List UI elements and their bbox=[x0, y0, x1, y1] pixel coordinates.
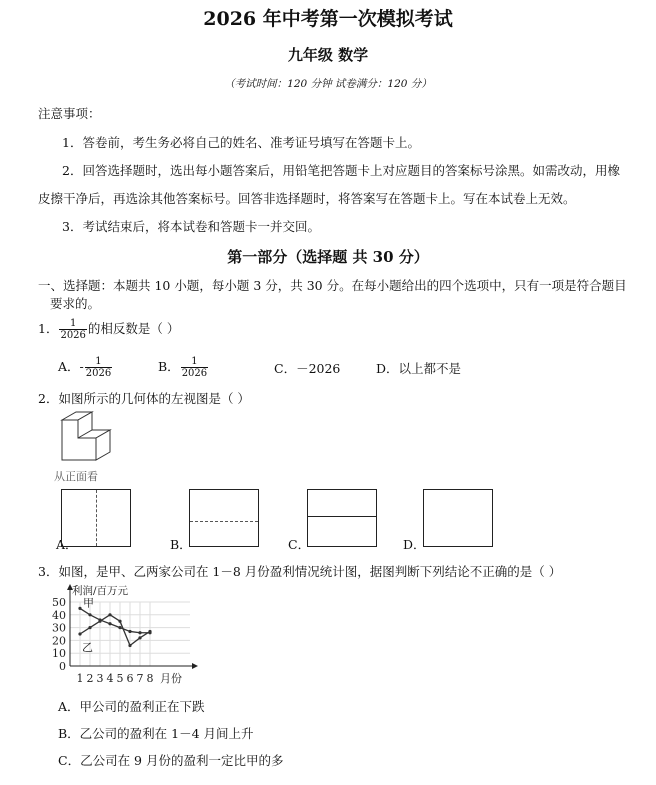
y-tick-label: 10 bbox=[52, 647, 66, 661]
data-point bbox=[98, 620, 101, 623]
solid-figure bbox=[52, 410, 118, 468]
data-point bbox=[138, 636, 141, 639]
x-axis-arrow bbox=[192, 663, 198, 669]
data-point bbox=[78, 607, 81, 610]
note-3: 3．考试结束后，将本试卷和答题卡一并交回。 bbox=[62, 219, 320, 234]
option-a-dashed-line bbox=[96, 490, 97, 546]
question-3-option-b: B．乙公司的盈利在 1－4 月间上升 bbox=[58, 726, 254, 741]
option-b-dashed-line bbox=[190, 521, 258, 522]
y-axis-label: 利润/百万元 bbox=[72, 585, 129, 597]
data-point bbox=[88, 626, 91, 629]
question-1-stem bbox=[38, 318, 179, 341]
question-1-option-a: A．- $\frac{1}{2026}$ bbox=[58, 356, 112, 379]
question-1-option-b: B． $\frac{1}{2026}$ bbox=[158, 356, 208, 379]
notes-heading: 注意事项： bbox=[38, 106, 101, 121]
chart-grid bbox=[70, 602, 190, 666]
note-2a: 2．回答选择题时，选出每小题答案后，用铅笔把答题卡上对应题目的答案标号涂黑。如需改动，用橡 bbox=[62, 163, 620, 178]
question-1-option-d: D．以上都不是 bbox=[376, 361, 462, 376]
option-b-view bbox=[189, 489, 259, 547]
x-tick-label: 1 bbox=[76, 672, 84, 685]
question-3-option-c: C．乙公司在 9 月份的盈利一定比甲的多 bbox=[58, 753, 284, 768]
note-1: 1．答卷前，考生务必将自己的姓名、准考证号填写在答题卡上。 bbox=[62, 135, 420, 150]
x-tick-label: 2 bbox=[86, 672, 94, 685]
series-label-jia: 甲 bbox=[83, 596, 94, 610]
data-point bbox=[118, 620, 121, 623]
y-tick-label: 40 bbox=[52, 608, 66, 622]
option-a-view bbox=[61, 489, 131, 547]
section-intro-a: 一、选择题：本题共 10 小题，每小题 3 分，共 30 分。在每小题给出的四个选项中，只有一项是符合题目 bbox=[38, 278, 627, 293]
y-tick-label: 50 bbox=[52, 596, 66, 609]
series-label-yi: 乙 bbox=[82, 641, 93, 654]
exam-info: （考试时间：120 分钟 试卷满分：120 分） bbox=[224, 78, 432, 90]
question-2-option-a-label: A． bbox=[56, 537, 78, 552]
x-tick-label: 3 bbox=[96, 672, 104, 685]
question-2-option-d-label: D． bbox=[403, 537, 426, 552]
section-title: 第一部分（选择题 共 30 分） bbox=[227, 248, 429, 266]
section-intro-b: 要求的。 bbox=[50, 296, 101, 311]
question-1-tail: 的相反数是（ ） bbox=[87, 321, 180, 336]
data-point bbox=[128, 630, 131, 633]
profit-chart bbox=[48, 582, 198, 690]
data-point bbox=[108, 622, 111, 625]
question-3-stem: 3．如图，是甲、乙两家公司在 1－8 月份盈利情况统计图，据图判断下列结论不正确的是（ ） bbox=[38, 564, 562, 579]
y-tick-label: 20 bbox=[52, 634, 66, 648]
question-2-option-c-label: C． bbox=[288, 537, 311, 552]
data-point bbox=[118, 626, 121, 629]
y-tick-label: 0 bbox=[59, 660, 66, 673]
exam-title: 2026 年中考第一次模拟考试 bbox=[203, 8, 453, 30]
data-point bbox=[138, 631, 141, 634]
option-c-view bbox=[307, 489, 377, 547]
option-c-solid-line bbox=[308, 516, 376, 517]
option-d-view bbox=[423, 489, 493, 547]
note-2b: 皮擦干净后，再选涂其他答案标号。回答非选择题时，将答案写在答题卡上。写在本试卷上无效。 bbox=[38, 191, 576, 206]
question-1-option-c: C．－2026 bbox=[274, 361, 341, 376]
chart-labels bbox=[52, 584, 182, 685]
x-tick-label: 8 bbox=[146, 672, 154, 685]
x-axis-label: 月份 bbox=[160, 672, 182, 685]
data-point bbox=[128, 644, 131, 647]
x-tick-label: 5 bbox=[116, 672, 124, 685]
data-point bbox=[108, 613, 111, 616]
data-point bbox=[88, 613, 91, 616]
x-tick-label: 6 bbox=[126, 672, 134, 685]
question-1-fraction: $\frac{1}{2026}$ bbox=[60, 318, 86, 341]
exam-subtitle: 九年级 数学 bbox=[287, 46, 369, 64]
figure-caption: 从正面看 bbox=[54, 470, 98, 483]
question-2-stem: 2．如图所示的几何体的左视图是（ ） bbox=[38, 391, 250, 406]
y-tick-label: 30 bbox=[52, 621, 66, 635]
data-point bbox=[78, 632, 81, 635]
data-point bbox=[148, 630, 151, 633]
question-3-option-a: A．甲公司的盈利正在下跌 bbox=[58, 699, 205, 714]
question-2-option-b-label: B． bbox=[170, 537, 192, 552]
x-tick-label: 7 bbox=[136, 672, 144, 685]
x-tick-label: 4 bbox=[106, 672, 114, 685]
question-1-number: 1． bbox=[38, 321, 59, 336]
